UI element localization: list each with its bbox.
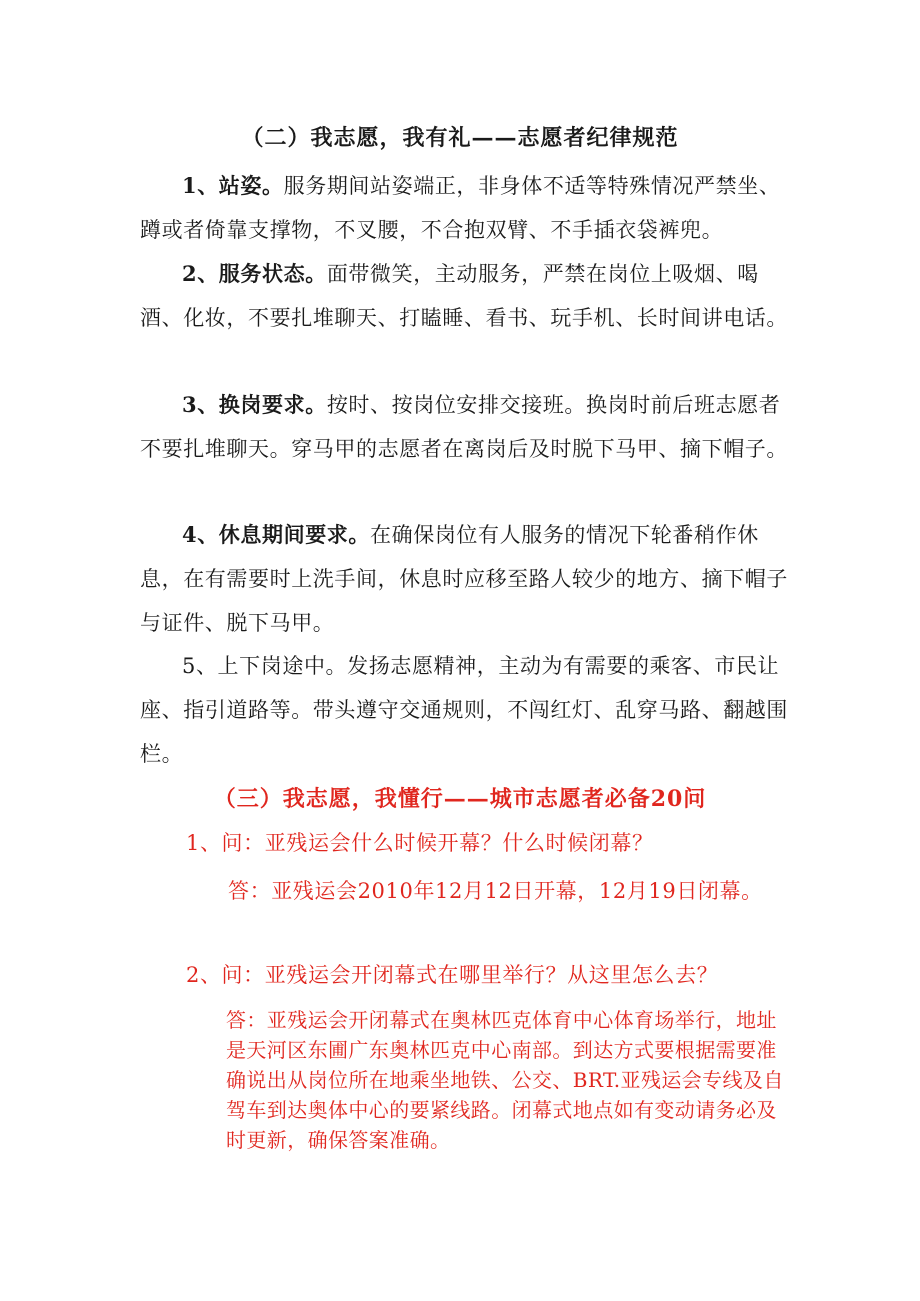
rule-paragraph-3	[140, 383, 788, 471]
answer-2: 答：亚残运会开闭幕式在奥林匹克体育中心体育场举行，地址是天河区东圃广东奥林匹克中心南部。到达方式要根据需要准确说出从岗位所在地乘坐地铁、公交、BRT.亚残运会专线及自驾车到达奥体中心的要紧线路。闭幕式地点如有变动请务必及时更新，确保答案准确。	[226, 1008, 784, 1152]
rule-4-lead: 4、休息期间要求。	[182, 522, 371, 547]
rule-3-text: 按时、按岗位安排交接班。换岗时前后班志愿者不要扎堆聊天。穿马甲的志愿者在离岗后及时脱下马甲、摘下帽子。	[140, 393, 788, 461]
rule-5-text: 5、上下岗途中。发扬志愿精神，主动为有需要的乘客、市民让座、指引道路等。带头遵守交通规则，不闯红灯、乱穿马路、翻越围栏。	[140, 654, 788, 766]
answer-1: 答：亚残运会2010年12月12日开幕，12月19日闭幕。	[228, 879, 763, 903]
rule-1-lead: 1、站姿。	[182, 173, 284, 198]
rule-paragraph-5	[140, 644, 788, 776]
rule-paragraph-1	[140, 164, 788, 252]
rule-paragraph-4	[140, 513, 788, 645]
rule-4-text: 在确保岗位有人服务的情况下轮番稍作休息，在有需要时上洗手间，休息时应移至路人较少的地方、摘下帽子与证件、脱下马甲。	[140, 523, 788, 635]
rule-3-lead: 3、换岗要求。	[182, 392, 327, 417]
question-2: 2、问：亚残运会开闭幕式在哪里举行？从这里怎么去？	[186, 963, 719, 987]
rule-2-text: 面带微笑，主动服务，严禁在岗位上吸烟、喝酒、化妆，不要扎堆聊天、打瞌睡、看书、玩手机、长时间讲电话。	[140, 262, 788, 330]
section-2-heading: （二）我志愿，我有礼——志愿者纪律规范	[241, 125, 679, 151]
question-1: 1、问：亚残运会什么时候开幕？什么时候闭幕？	[186, 831, 654, 855]
rule-1-text: 服务期间站姿端正，非身体不适等特殊情况严禁坐、蹲或者倚靠支撑物，不叉腰，不合抱双臂、不手插衣袋裤兜。	[140, 174, 781, 242]
section-3-heading: （三）我志愿，我懂行——城市志愿者必备20问	[213, 786, 707, 812]
rule-2-lead: 2、服务状态。	[182, 261, 327, 286]
rule-paragraph-2	[140, 252, 788, 340]
